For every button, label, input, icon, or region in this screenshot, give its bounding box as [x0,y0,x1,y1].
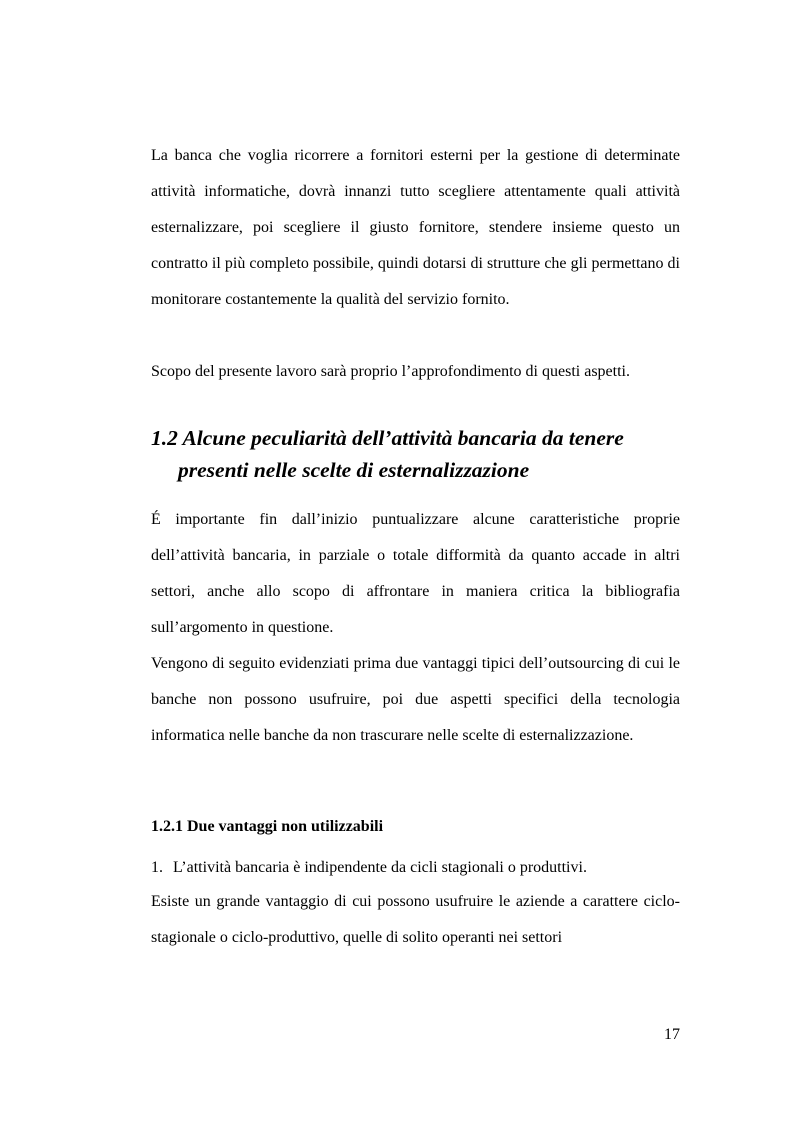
paragraph-outsourcing-intro: La banca che voglia ricorrere a fornitori esterni per la gestione di determinate attività informatiche, dovrà innanzi tutto scegliere attentamente quali attività esternalizzare, poi scegliere il giusto fornitore, stendere insieme questo un contratto il più completo possibile, quindi dotarsi di strutture che gli permettano di monitorare costantemente la qualità del servizio fornito. [151,147,680,308]
list-item-text: L’attività bancaria è indipendente da cicli stagionali o produttivi. [173,859,587,876]
subsection-heading: 1.2.1 Due vantaggi non utilizzabili [151,818,384,835]
list-item-number: 1. [151,859,163,876]
list-item-1 [151,858,680,878]
section-heading [151,422,711,486]
paragraph-peculiarities: É importante fin dall’inizio puntualizzare alcune caratteristiche proprie dell’attività bancaria, in parziale o totale difformità da quanto accade in altri settori, anche allo scopo di affrontare in maniera critica la bibliografia sull’argomento in questione. [151,511,680,636]
section-heading-line1: 1.2 Alcune peculiarità dell’attività bancaria da tenere [151,426,624,450]
section-heading-line2: presenti nelle scelte di esternalizzazione [178,458,530,482]
paragraph-scope: Scopo del presente lavoro sarà proprio l’approfondimento di questi aspetti. [151,363,630,380]
page-number: 17 [664,1026,680,1043]
paragraph-seasonal-advantage: Esiste un grande vantaggio di cui possono usufruire le aziende a carattere ciclo-stagionale o ciclo-produttivo, quelle di solito operanti nei settori [151,893,680,946]
paragraph-advantages-overview: Vengono di seguito evidenziati prima due vantaggi tipici dell’outsourcing di cui le banche non possono usufruire, poi due aspetti specifici della tecnologia informatica nelle banche da non trascurare nelle scelte di esternalizzazione. [151,655,680,744]
